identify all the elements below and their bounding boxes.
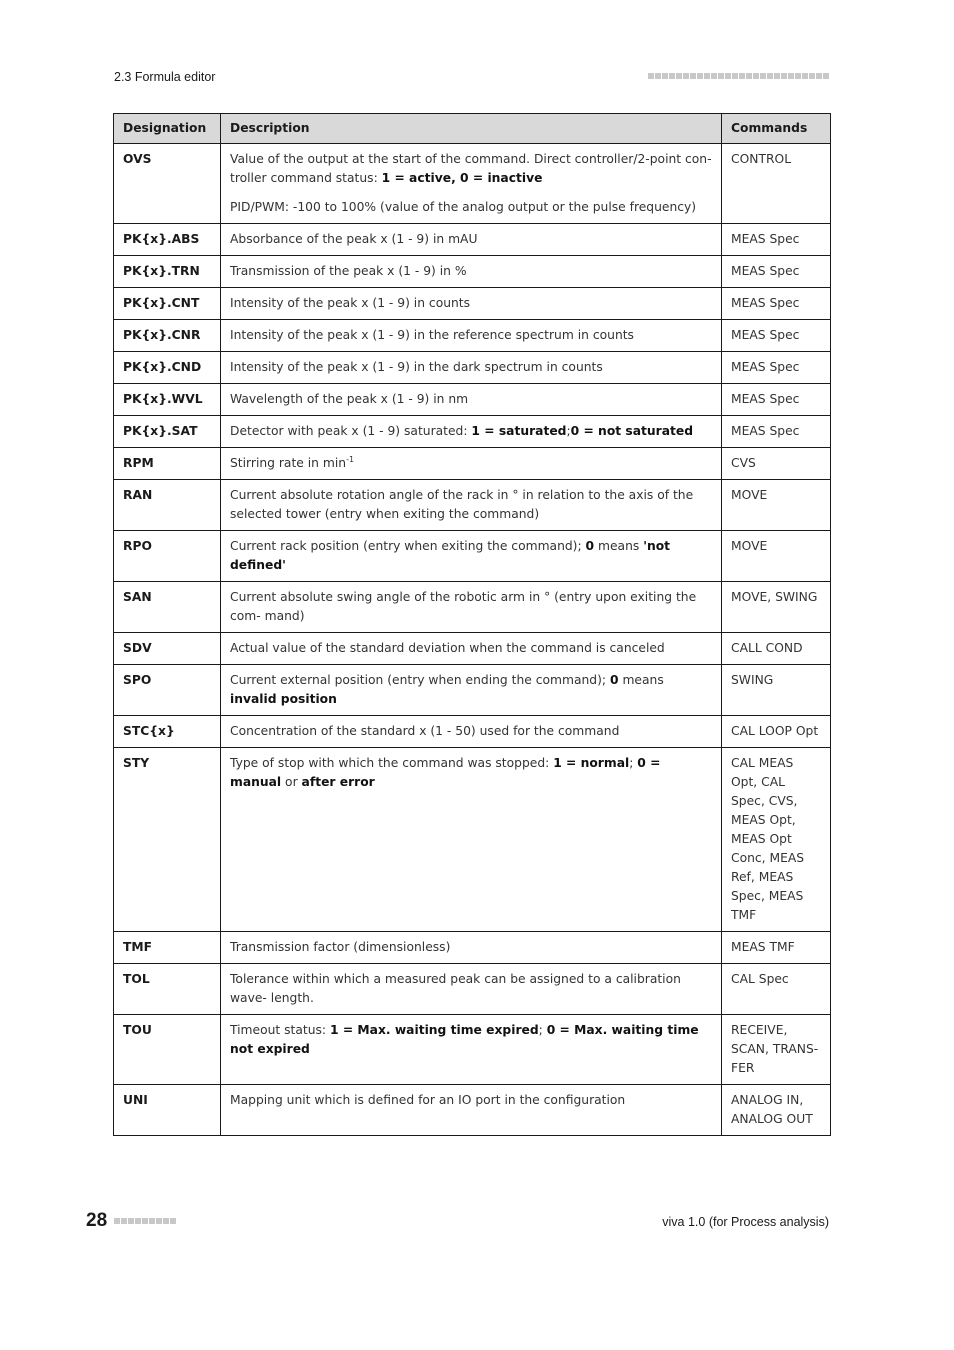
designation-cell: PK{x}.WVL — [114, 384, 221, 416]
description-text: Intensity of the peak x (1 - 9) in the reference spectrum in counts — [230, 328, 634, 342]
commands-cell: MEAS Spec — [722, 256, 831, 288]
description-text: Tolerance within which a measured peak can be assigned to a calibration wave- length. — [230, 972, 681, 1005]
description-emphasis: invalid position — [230, 692, 337, 706]
table-header-row — [114, 114, 831, 144]
description-text: Timeout status: — [230, 1023, 330, 1037]
description-cell — [221, 352, 722, 384]
description-paragraph — [230, 358, 713, 377]
table-row — [114, 748, 831, 932]
page-number: 28 — [86, 1210, 108, 1231]
description-paragraph — [230, 537, 713, 575]
decorative-dot — [142, 1218, 148, 1224]
description-emphasis: 0 — [585, 539, 595, 553]
description-cell — [221, 256, 722, 288]
description-emphasis: 0 = not saturated — [570, 424, 694, 438]
description-text: Value of the output at the start of the command. Direct controller/2-point con- troller command status: — [230, 152, 712, 185]
column-header-commands: Commands — [722, 114, 831, 144]
description-paragraph — [230, 970, 713, 1008]
decorative-dot — [823, 73, 829, 79]
description-cell — [221, 448, 722, 480]
decorative-dot — [760, 73, 766, 79]
decorative-dot — [683, 73, 689, 79]
commands-cell: MOVE, SWING — [722, 582, 831, 633]
column-header-designation: Designation — [114, 114, 221, 144]
description-cell — [221, 748, 722, 932]
description-cell — [221, 716, 722, 748]
description-cell — [221, 288, 722, 320]
decorative-dot — [718, 73, 724, 79]
decorative-dot — [662, 73, 668, 79]
description-text: Absorbance of the peak x (1 - 9) in mAU — [230, 232, 478, 246]
description-text: Mapping unit which is defined for an IO port in the configuration — [230, 1093, 626, 1107]
description-cell — [221, 932, 722, 964]
description-text: Concentration of the standard x (1 - 50) used for the command — [230, 724, 620, 738]
description-cell — [221, 1085, 722, 1136]
decorative-dot — [795, 73, 801, 79]
description-paragraph — [230, 722, 713, 741]
table-row — [114, 288, 831, 320]
description-text: means — [618, 673, 664, 687]
decorative-dot — [690, 73, 696, 79]
table-row — [114, 320, 831, 352]
commands-cell: MEAS Spec — [722, 416, 831, 448]
commands-cell: MEAS TMF — [722, 932, 831, 964]
designation-cell: RAN — [114, 480, 221, 531]
description-cell — [221, 964, 722, 1015]
description-paragraph — [230, 1021, 713, 1059]
description-text: Transmission of the peak x (1 - 9) in % — [230, 264, 467, 278]
description-text: Current external position (entry when ending the command); — [230, 673, 610, 687]
table-row — [114, 448, 831, 480]
table-row — [114, 716, 831, 748]
designation-cell: STY — [114, 748, 221, 932]
table-row — [114, 964, 831, 1015]
decorative-dot — [753, 73, 759, 79]
footer-dot-decoration — [114, 1218, 176, 1224]
description-text: Detector with peak x (1 - 9) saturated: — [230, 424, 472, 438]
description-cell — [221, 665, 722, 716]
description-cell — [221, 582, 722, 633]
commands-cell: SWING — [722, 665, 831, 716]
description-emphasis: 1 = saturated — [471, 424, 567, 438]
designation-cell: TOL — [114, 964, 221, 1015]
description-text: Wavelength of the peak x (1 - 9) in nm — [230, 392, 469, 406]
commands-cell: CAL LOOP Opt — [722, 716, 831, 748]
decorative-dot — [114, 1218, 120, 1224]
description-cell — [221, 633, 722, 665]
designation-cell: PK{x}.ABS — [114, 224, 221, 256]
description-text: means — [594, 539, 644, 553]
table-row — [114, 352, 831, 384]
decorative-dot — [156, 1218, 162, 1224]
description-text: Intensity of the peak x (1 - 9) in the dark spectrum in counts — [230, 360, 603, 374]
description-paragraph — [230, 671, 713, 709]
designation-cell: STC{x} — [114, 716, 221, 748]
description-text: Intensity of the peak x (1 - 9) in counts — [230, 296, 471, 310]
description-emphasis: 1 = Max. waiting time expired — [329, 1023, 539, 1037]
commands-cell: CONTROL — [722, 144, 831, 224]
table-row — [114, 582, 831, 633]
commands-cell: MOVE — [722, 531, 831, 582]
commands-cell: ANALOG IN, ANALOG OUT — [722, 1085, 831, 1136]
description-paragraph — [230, 390, 713, 409]
decorative-dot — [816, 73, 822, 79]
description-emphasis: after error — [301, 775, 375, 789]
commands-cell: MEAS Spec — [722, 224, 831, 256]
description-cell — [221, 531, 722, 582]
table-body — [114, 144, 831, 1136]
table-row — [114, 932, 831, 964]
designation-cell: PK{x}.SAT — [114, 416, 221, 448]
table-row — [114, 416, 831, 448]
description-paragraph — [230, 1091, 713, 1110]
decorative-dot — [711, 73, 717, 79]
footer-product-name: viva 1.0 (for Process analysis) — [662, 1215, 829, 1229]
decorative-dot — [788, 73, 794, 79]
description-paragraph — [230, 230, 713, 249]
commands-cell: MEAS Spec — [722, 352, 831, 384]
description-text: Current rack position (entry when exiting the command); — [230, 539, 586, 553]
decorative-dot — [774, 73, 780, 79]
description-text: ; — [566, 424, 571, 438]
description-emphasis: 'not defined' — [230, 539, 671, 572]
description-cell — [221, 224, 722, 256]
description-emphasis: 0 — [609, 673, 619, 687]
table-row — [114, 144, 831, 224]
decorative-dot — [149, 1218, 155, 1224]
decorative-dot — [128, 1218, 134, 1224]
commands-cell: CAL Spec — [722, 964, 831, 1015]
decorative-dot — [135, 1218, 141, 1224]
superscript: -1 — [346, 454, 355, 464]
description-cell — [221, 1015, 722, 1085]
designation-cell: SPO — [114, 665, 221, 716]
commands-cell: MEAS Spec — [722, 384, 831, 416]
table-row — [114, 531, 831, 582]
commands-cell: CAL MEAS Opt, CAL Spec, CVS, MEAS Opt, MEAS Opt Conc, MEAS Ref, MEAS Spec, MEAS TMF — [722, 748, 831, 932]
description-text: PID/PWM: -100 to 100% (value of the analog output or the pulse frequency) — [230, 200, 697, 214]
decorative-dot — [697, 73, 703, 79]
commands-cell: MOVE — [722, 480, 831, 531]
decorative-dot — [746, 73, 752, 79]
decorative-dot — [121, 1218, 127, 1224]
table-row — [114, 256, 831, 288]
decorative-dot — [170, 1218, 176, 1224]
table-row — [114, 633, 831, 665]
description-emphasis: 0 = manual — [230, 756, 661, 789]
description-emphasis: 0 = Max. waiting time not expired — [230, 1023, 699, 1056]
table-row — [114, 665, 831, 716]
description-cell — [221, 320, 722, 352]
description-text: Current absolute rotation angle of the rack in ° in relation to the axis of the selected tower (entry when exiting the command) — [230, 488, 694, 521]
designation-cell: SAN — [114, 582, 221, 633]
designation-cell: RPM — [114, 448, 221, 480]
designation-cell: UNI — [114, 1085, 221, 1136]
description-cell — [221, 480, 722, 531]
table-row — [114, 384, 831, 416]
decorative-dot — [725, 73, 731, 79]
description-cell — [221, 384, 722, 416]
description-text: ; — [629, 756, 638, 770]
description-text: ; — [538, 1023, 547, 1037]
decorative-dot — [781, 73, 787, 79]
commands-cell: CVS — [722, 448, 831, 480]
description-cell — [221, 416, 722, 448]
decorative-dot — [655, 73, 661, 79]
commands-cell: MEAS Spec — [722, 288, 831, 320]
designation-cell: TOU — [114, 1015, 221, 1085]
description-cell — [221, 144, 722, 224]
running-header-section: 2.3 Formula editor — [114, 70, 216, 84]
description-paragraph — [230, 294, 713, 313]
description-paragraph — [230, 454, 713, 473]
decorative-dot — [767, 73, 773, 79]
description-emphasis: 1 = active, 0 = inactive — [381, 171, 543, 185]
designation-cell: PK{x}.CND — [114, 352, 221, 384]
designation-cell: PK{x}.CNT — [114, 288, 221, 320]
description-paragraph — [230, 588, 713, 626]
description-text: Stirring rate in min — [230, 456, 347, 470]
decorative-dot — [704, 73, 710, 79]
description-paragraph — [230, 326, 713, 345]
description-text: Transmission factor (dimensionless) — [230, 940, 451, 954]
table-row — [114, 1015, 831, 1085]
table-row — [114, 224, 831, 256]
decorative-dot — [676, 73, 682, 79]
description-paragraph — [230, 198, 713, 217]
commands-cell: MEAS Spec — [722, 320, 831, 352]
description-emphasis: 1 = normal — [553, 756, 630, 770]
designation-cell: PK{x}.TRN — [114, 256, 221, 288]
description-text: or — [281, 775, 302, 789]
description-paragraph — [230, 262, 713, 281]
description-text: Current absolute swing angle of the robotic arm in ° (entry upon exiting the com- mand) — [230, 590, 697, 623]
table-row — [114, 1085, 831, 1136]
description-paragraph — [230, 486, 713, 524]
description-text: Type of stop with which the command was stopped: — [230, 756, 554, 770]
decorative-dot — [802, 73, 808, 79]
decorative-dot — [163, 1218, 169, 1224]
description-paragraph — [230, 938, 713, 957]
description-paragraph — [230, 639, 713, 658]
variables-table — [113, 113, 831, 1136]
decorative-dot — [648, 73, 654, 79]
decorative-dot — [809, 73, 815, 79]
designation-cell: PK{x}.CNR — [114, 320, 221, 352]
decorative-dot — [739, 73, 745, 79]
designation-cell: RPO — [114, 531, 221, 582]
description-paragraph — [230, 422, 713, 441]
designation-cell: SDV — [114, 633, 221, 665]
header-dot-decoration — [648, 73, 829, 79]
column-header-description: Description — [221, 114, 722, 144]
designation-cell: TMF — [114, 932, 221, 964]
decorative-dot — [732, 73, 738, 79]
description-paragraph — [230, 754, 713, 792]
commands-cell: RECEIVE, SCAN, TRANS- FER — [722, 1015, 831, 1085]
commands-cell: CALL COND — [722, 633, 831, 665]
table-row — [114, 480, 831, 531]
description-paragraph — [230, 150, 713, 188]
designation-cell: OVS — [114, 144, 221, 224]
decorative-dot — [669, 73, 675, 79]
description-text: Actual value of the standard deviation when the command is canceled — [230, 641, 665, 655]
